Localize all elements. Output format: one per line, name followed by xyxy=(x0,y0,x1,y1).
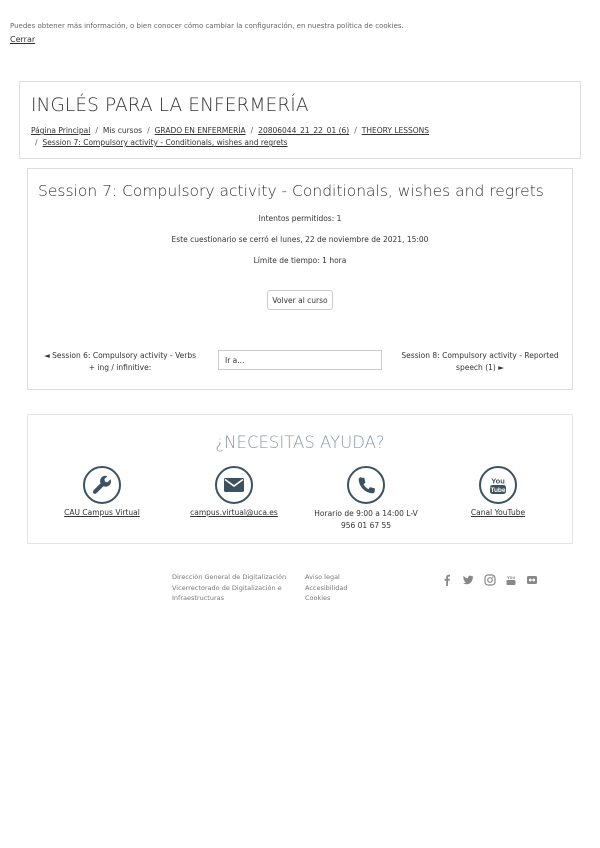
svg-text:Tube: Tube xyxy=(490,487,506,494)
help-item-cau[interactable] xyxy=(32,466,172,517)
footer-organization xyxy=(172,572,286,604)
wrench-icon xyxy=(83,466,121,504)
cookie-notice-text: Puedes obtener más información, o bien conocer cómo cambiar la configuración, en nuestra política de cookies. xyxy=(10,22,404,30)
help-item-email[interactable] xyxy=(164,466,304,517)
breadcrumb-separator: / xyxy=(250,126,254,135)
attempts-allowed-text: Intentos permitidos: 1 xyxy=(258,214,342,223)
envelope-icon xyxy=(215,466,253,504)
youtube-icon[interactable] xyxy=(505,571,517,583)
jump-to-select[interactable]: Ir a... xyxy=(218,350,382,370)
cau-campus-virtual-link[interactable]: CAU Campus Virtual xyxy=(64,508,140,517)
instagram-icon[interactable] xyxy=(484,571,496,583)
breadcrumb xyxy=(31,125,571,149)
quiz-title: Session 7: Compulsory activity - Conditionals, wishes and regrets xyxy=(38,182,544,200)
course-title: INGLÉS PARA LA ENFERMERÍA xyxy=(31,95,309,116)
accessibility-link[interactable]: Accesibilidad xyxy=(305,583,348,592)
cookies-link[interactable]: Cookies xyxy=(305,594,331,602)
email-link[interactable]: campus.virtual@uca.es xyxy=(190,508,278,517)
back-to-course-button[interactable]: Volver al curso xyxy=(267,290,333,310)
help-section xyxy=(27,414,573,544)
phone-icon xyxy=(347,466,385,504)
svg-text:You: You xyxy=(506,575,516,580)
footer-links xyxy=(305,572,347,604)
help-title: ¿NECESITAS AYUDA? xyxy=(215,433,385,452)
breadcrumb-my-courses: Mis cursos xyxy=(102,126,143,135)
breadcrumb-degree-link[interactable]: GRADO EN ENFERMERÍA xyxy=(154,126,246,135)
phone-hours-text: Horario de 9:00 a 14:00 L-V xyxy=(314,509,418,518)
help-item-youtube[interactable] xyxy=(428,466,568,517)
svg-text:You: You xyxy=(491,476,505,486)
quiz-closed-text: Este cuestionario se cerró el lunes, 22 de noviembre de 2021, 15:00 xyxy=(171,235,429,244)
breadcrumb-course-link[interactable]: 20806044_21_22_01 (6) xyxy=(258,126,350,135)
breadcrumb-section-link[interactable]: THEORY LESSONS xyxy=(361,126,430,135)
previous-activity-link[interactable]: ◄ Session 6: Compulsory activity - Verbs + ing / infinitive: xyxy=(44,351,196,372)
footer-org-line: Infraestructuras xyxy=(172,594,224,602)
youtube-channel-link[interactable]: Canal YouTube xyxy=(470,508,526,517)
breadcrumb-home-link[interactable]: Página Principal xyxy=(31,126,91,135)
course-header xyxy=(19,81,581,159)
time-limit-text: Límite de tiempo: 1 hora xyxy=(253,256,347,265)
breadcrumb-separator: / xyxy=(95,126,98,135)
breadcrumb-separator: / xyxy=(354,126,357,135)
flickr-icon[interactable] xyxy=(526,571,538,583)
help-item-phone xyxy=(296,466,436,532)
phone-number-text: 956 01 67 55 xyxy=(340,521,392,530)
facebook-icon[interactable] xyxy=(441,571,453,583)
youtube-icon xyxy=(479,466,517,504)
footer-org-line: Dirección General de Digitalización xyxy=(172,573,287,581)
breadcrumb-separator: / xyxy=(35,138,38,147)
quiz-info-card xyxy=(27,168,573,390)
next-activity-link[interactable]: Session 8: Compulsory activity - Reported speech (1) ► xyxy=(401,351,559,372)
breadcrumb-current-link[interactable]: Session 7: Compulsory activity - Conditionals, wishes and regrets xyxy=(42,138,288,147)
breadcrumb-separator: / xyxy=(147,126,150,135)
cookie-close-link[interactable]: Cerrar xyxy=(10,35,36,44)
legal-notice-link[interactable]: Aviso legal xyxy=(305,573,340,581)
footer-org-line: Vicerrectorado de Digitalización e xyxy=(172,583,282,592)
twitter-icon[interactable] xyxy=(462,571,474,583)
